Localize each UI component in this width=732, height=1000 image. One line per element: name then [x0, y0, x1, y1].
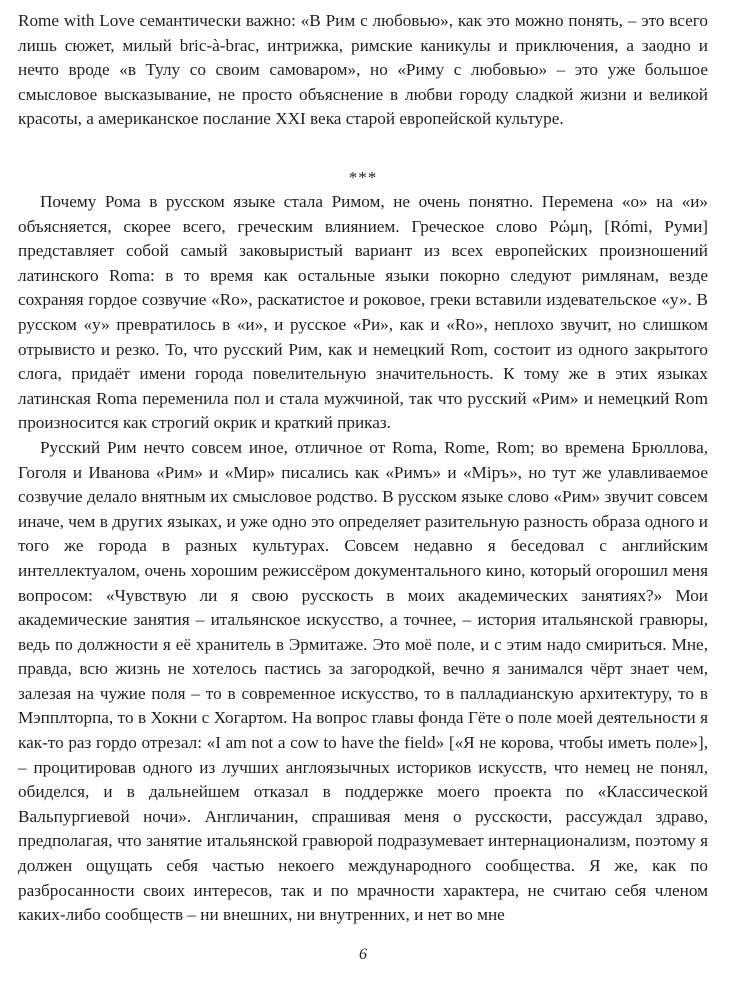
paragraph-rome-etymology: Почему Рома в русском языке стала Римом, не очень понятно. Перемена «о» на «и» объясняется, скорее всего, греческим влиянием. Греческое слово Ρώμη, [Rómi, Руми] представляет собой самый заковыристый вариант из всех европейских произношений латинского Roma: в то время как остальные языки покорно следуют римлянам, везде сохраняя гордое созвучие «Ro», раскатистое и роковое, греки вставили издевательское «у». В русском «у» превратилось в «и», и русское «Ри», как и «Ro», неплохо звучит, но слишком отрывисто и резко. То, что русский Рим, как и немецкий Rom, состоит из одного закрытого слога, придаёт имени города повелительную значительность. К тому же в этих языках латинская Roma переменила пол и стала мужчиной, так что русский «Рим» и немецкий Rom произносится как строгий окрик и краткий приказ.	[18, 192, 708, 433]
section-separator: ***	[348, 168, 378, 187]
paragraph-russian-rome: Русский Рим нечто совсем иное, отличное от Roma, Rome, Rom; во времена Брюллова, Гоголя и Иванова «Рим» и «Мир» писались как «Римъ» и «Міръ», но тут же улавливаемое созвучие делало внятным их смысловое родство. В русском языке слово «Рим» звучит совсем иначе, чем в других языках, и уже одно это определяет разительную разность образа одного и того же города в разных культурах. Совсем недавно я беседовал с английским интеллектуалом, очень хорошим режиссёром документального кино, который огорошил меня вопросом: «Чувствую ли я свою русскость в моих академических занятиях?» Мои академические занятия – итальянское искусство, а точнее, – история итальянской гравюры, ведь по должности я её хранитель в Эрмитаже. Это моё поле, и с этим надо смириться. Мне, правда, всю жизнь не хотелось пастись за загородкой, вечно я занимался чёрт знает чем, залезая на чужие поля – то в современное искусство, то в палладианскую архитектуру, то в Мэпплторпа, то в Хокни с Хогартом. На вопрос главы фонда Гёте о поле моей деятельности я как-то раз гордо отрезал: «I am not a cow to have the field» [«Я не корова, чтобы иметь поле»], – процитировав одного из лучших англоязычных историков искусств, что немец не понял, обиделся, и в дальнейшем отказал в поддержке моего проекта по «Классической Вальпургиевой ночи». Англичанин, спрашивая меня о русскости, рассуждал здраво, предполагая, что занятие итальянской гравюрой подразумевает интернационализм, поэтому я должен ощущать себя частью некоего международного сообщества. Я же, как по разбросанности своих интересов, так и по мрачности характера, не считаю себя членом каких-либо сообществ – ни внешних, ни внутренних, и нет во мне	[18, 437, 708, 925]
opening-paragraph: Rome with Love семантически важно: «В Рим с любовью», как это можно понять, – это всего лишь сюжет, милый bric-à-brac, интрижка, римские каникулы и приключения, а заодно и нечто вроде «в Тулу со своим самоваром», но «Риму с любовью» – это уже большое смысловое высказывание, не просто объяснение в любви городу сладкой жизни и великой красоты, а американское послание XXI века старой европейской культуре.	[18, 11, 708, 129]
page-number: 6	[359, 946, 367, 963]
body-text-block	[18, 190, 708, 928]
opening-text-block	[18, 9, 708, 132]
book-page	[18, 0, 708, 1000]
